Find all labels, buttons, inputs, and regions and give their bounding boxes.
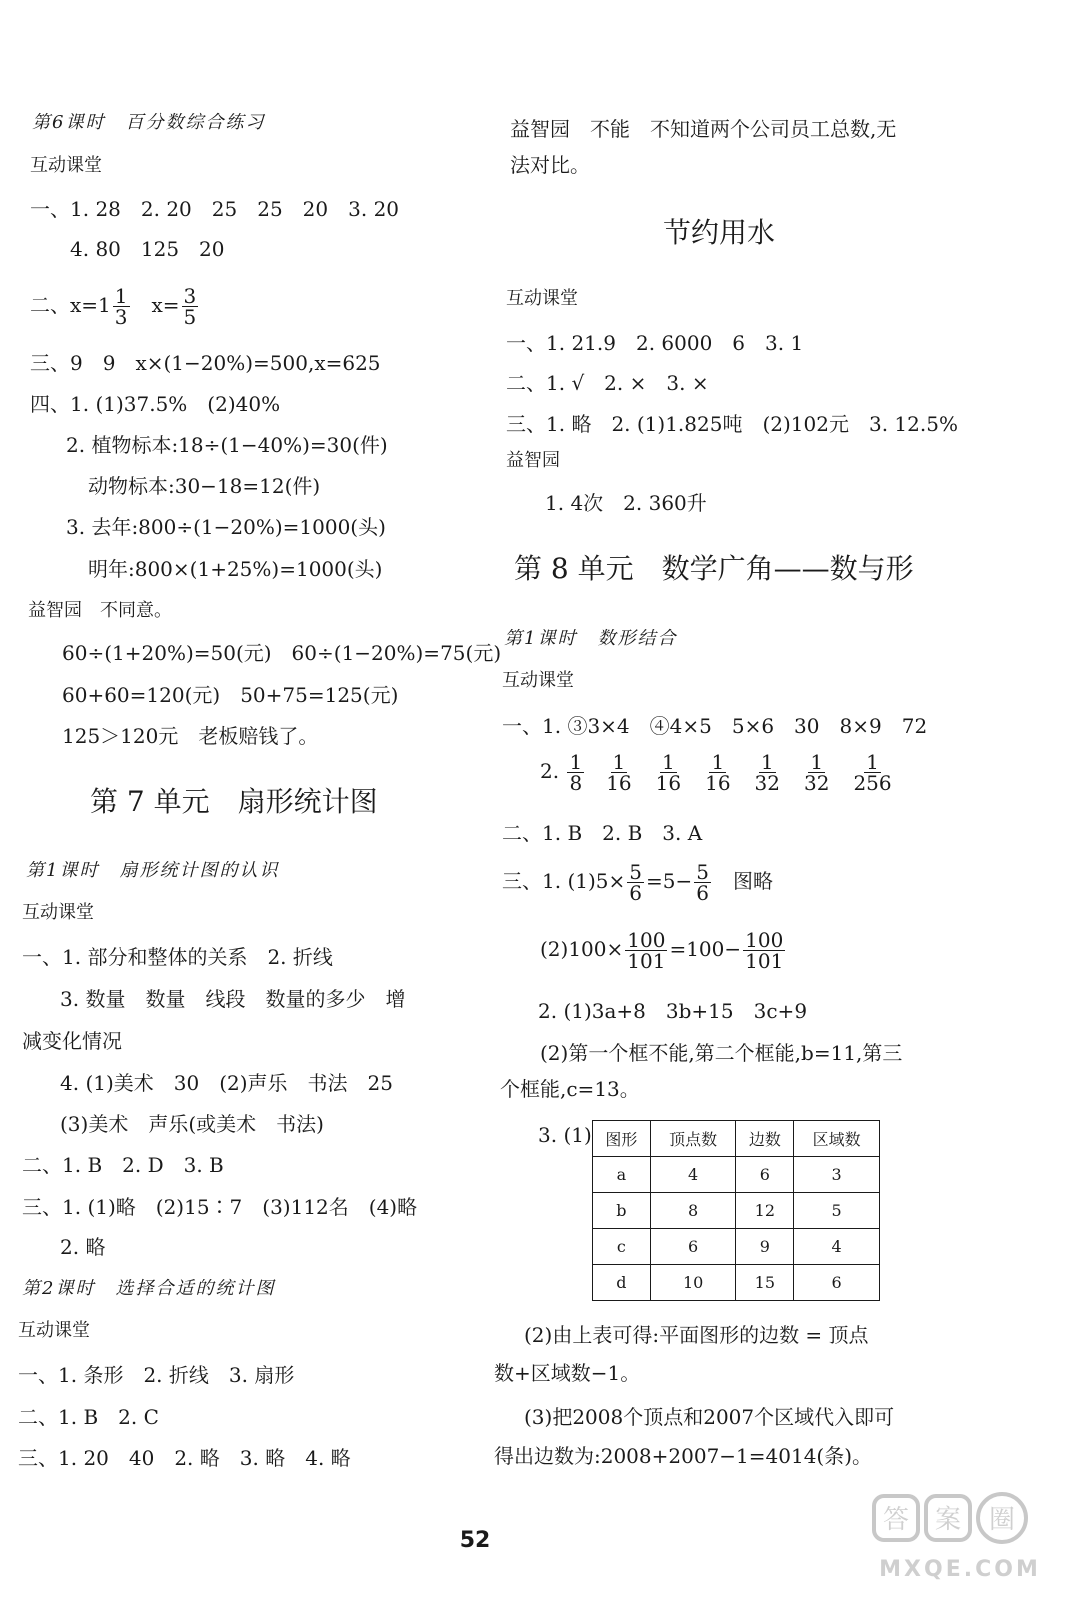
fraction-row xyxy=(565,750,911,795)
table-cell: 10 xyxy=(650,1265,736,1301)
lesson-title: 第1课时 数形结合 xyxy=(504,628,678,649)
table-cell: 12 xyxy=(736,1193,794,1229)
text: 图略 xyxy=(712,869,773,893)
denominator: 6 xyxy=(696,881,709,905)
watermark-char: 案 xyxy=(934,1505,962,1535)
answer-line-fraction xyxy=(540,930,787,971)
water-title: 节约用水 xyxy=(663,216,776,249)
fraction xyxy=(627,862,644,903)
lesson-title: 第1课时 扇形统计图的认识 xyxy=(26,860,280,881)
denominator: 6 xyxy=(629,881,642,905)
answer-line: (3)把2008个顶点和2007个区域代入即可 xyxy=(524,1405,895,1429)
fraction xyxy=(743,930,785,971)
vertex-edge-region-table xyxy=(592,1120,880,1301)
table-header: 顶点数 xyxy=(650,1121,736,1157)
fraction xyxy=(182,286,199,327)
answer-line: 4. (1)美术 30 (2)声乐 书法 25 xyxy=(60,1071,393,1095)
table-header-row xyxy=(593,1121,880,1157)
watermark-char: 答 xyxy=(882,1505,910,1535)
table-cell: 3 xyxy=(794,1157,880,1193)
answer-line: 125＞120元 老板赔钱了。 xyxy=(62,724,319,748)
text: =5− xyxy=(646,869,693,893)
denominator: 16 xyxy=(606,771,632,795)
fraction xyxy=(802,752,831,793)
answer-line: (3)美术 声乐(或美术 书法) xyxy=(60,1112,324,1136)
denominator: 32 xyxy=(754,771,780,795)
fraction xyxy=(851,752,893,793)
answer-line: 四、1. (1)37.5% (2)40% xyxy=(30,392,281,416)
fraction xyxy=(753,752,782,793)
table-cell: 4 xyxy=(794,1229,880,1265)
table-row xyxy=(593,1193,880,1229)
table-cell: 6 xyxy=(650,1229,736,1265)
table-row xyxy=(593,1229,880,1265)
numerator: 1 xyxy=(866,750,879,774)
table-cell: b xyxy=(593,1193,651,1229)
table-row xyxy=(593,1157,880,1193)
numerator: 1 xyxy=(569,750,583,774)
answer-line: 60+60=120(元) 50+75=125(元) xyxy=(62,683,399,707)
answer-line: 益智园 不能 不知道两个公司员工总数,无 xyxy=(510,117,897,141)
numerator: 1 xyxy=(810,750,824,774)
answer-line: 二、1. √ 2. × 3. × xyxy=(506,371,709,395)
table-cell: 15 xyxy=(736,1265,794,1301)
answer-line: 二、1. B 2. B 3. A xyxy=(502,821,703,845)
answer-line: 一、1. 21.9 2. 6000 6 3. 1 xyxy=(506,331,804,355)
answer-line: 二、1. B 2. D 3. B xyxy=(22,1153,224,1177)
yizhiyuan: 益智园 xyxy=(506,450,560,471)
answer-line: 2. 植物标本:18÷(1−40%)=30(件) xyxy=(66,433,388,457)
denominator: 16 xyxy=(705,771,731,795)
answer-line-fractions xyxy=(540,752,912,793)
text: 二、x=1 xyxy=(30,293,111,317)
answer-line: 3. (1) xyxy=(538,1123,592,1147)
answer-line: 60÷(1+20%)=50(元) 60÷(1−20%)=75(元) xyxy=(62,641,502,665)
answer-line: 1. 4次 2. 360升 xyxy=(545,491,707,515)
text: 2. xyxy=(540,759,560,783)
answer-line: 得出边数为:2008+2007−1=4014(条)。 xyxy=(494,1444,873,1468)
answer-line: 三、1. 略 2. (1)1.825吨 (2)102元 3. 12.5% xyxy=(506,412,958,436)
fraction xyxy=(625,930,667,971)
answer-line: 一、1. 28 2. 20 25 25 20 3. 20 xyxy=(30,197,400,221)
answer-line: 二、1. B 2. C xyxy=(18,1405,159,1429)
answer-line: 2. (1)3a+8 3b+15 3c+9 xyxy=(538,999,808,1023)
answer-line: 数+区域数−1。 xyxy=(494,1361,641,1385)
numerator: 100 xyxy=(745,928,784,952)
watermark-url: MXQE.COM xyxy=(879,1557,1041,1582)
answer-line: 个框能,c=13。 xyxy=(500,1077,640,1101)
section-heading: 互动课堂 xyxy=(506,288,578,309)
table-row xyxy=(593,1265,880,1301)
fraction xyxy=(113,286,130,327)
section-heading: 互动课堂 xyxy=(18,1320,90,1341)
answer-line: 一、1. 条形 2. 折线 3. 扇形 xyxy=(18,1363,295,1387)
section-heading: 互动课堂 xyxy=(30,155,102,176)
numerator: 1 xyxy=(612,750,626,774)
answer-line-fraction xyxy=(502,862,773,903)
fraction xyxy=(654,752,683,793)
answer-line: 三、9 9 x×(1−20%)=500,x=625 xyxy=(30,351,381,375)
yizhiyuan: 益智园 不同意。 xyxy=(28,600,172,621)
unit7-title: 第 7 单元 扇形统计图 xyxy=(90,785,378,818)
lesson-title: 第2课时 选择合适的统计图 xyxy=(22,1278,276,1299)
watermark-char: 圈 xyxy=(988,1505,1016,1535)
numerator: 5 xyxy=(696,860,709,884)
table-cell: 9 xyxy=(736,1229,794,1265)
table-header: 区域数 xyxy=(794,1121,880,1157)
table-cell: 5 xyxy=(794,1193,880,1229)
answer-line: 一、1. ③3×4 ④4×5 5×6 30 8×9 72 xyxy=(502,714,928,738)
numerator: 1 xyxy=(114,284,128,308)
watermark-logo xyxy=(870,1488,1050,1588)
denominator: 101 xyxy=(627,949,666,973)
table-cell: d xyxy=(593,1265,651,1301)
section-heading: 互动课堂 xyxy=(22,902,94,923)
answer-line: 一、1. 部分和整体的关系 2. 折线 xyxy=(22,945,333,969)
denominator: 16 xyxy=(655,771,682,795)
table-header: 边数 xyxy=(736,1121,794,1157)
denominator: 3 xyxy=(114,305,128,329)
denominator: 32 xyxy=(804,771,830,795)
answer-line: 三、1. 20 40 2. 略 3. 略 4. 略 xyxy=(18,1446,351,1470)
fraction xyxy=(567,752,584,793)
text: =100− xyxy=(669,937,742,961)
numerator: 1 xyxy=(760,750,774,774)
denominator: 256 xyxy=(853,771,892,795)
text: (2)100× xyxy=(540,937,624,961)
answer-line: (2)第一个框不能,第二个框能,b=11,第三 xyxy=(540,1041,903,1065)
table-cell: c xyxy=(593,1229,651,1265)
table-header: 图形 xyxy=(593,1121,651,1157)
table-cell: a xyxy=(593,1157,651,1193)
denominator: 5 xyxy=(183,305,197,329)
answer-line-fraction xyxy=(30,286,200,327)
text: 三、1. (1)5× xyxy=(502,869,626,893)
answer-line: 减变化情况 xyxy=(22,1029,122,1053)
table-cell: 4 xyxy=(650,1157,736,1193)
answer-line: 2. 略 xyxy=(60,1235,106,1259)
denominator: 8 xyxy=(569,771,583,795)
numerator: 1 xyxy=(662,750,675,774)
numerator: 100 xyxy=(627,928,666,952)
table-cell: 8 xyxy=(650,1193,736,1229)
denominator: 101 xyxy=(745,949,784,973)
answer-line: 法对比。 xyxy=(510,153,590,177)
page-number: 52 xyxy=(459,1528,491,1553)
section-heading: 互动课堂 xyxy=(502,670,574,691)
answer-line: 3. 数量 数量 线段 数量的多少 增 xyxy=(60,987,406,1011)
answer-line: 3. 去年:800÷(1−20%)=1000(头) xyxy=(66,515,386,539)
fraction xyxy=(703,752,732,793)
numerator: 5 xyxy=(629,860,642,884)
answer-line: 动物标本:30−18=12(件) xyxy=(88,474,321,498)
answer-line: 4. 80 125 20 xyxy=(70,237,225,261)
numerator: 3 xyxy=(183,284,197,308)
fraction xyxy=(694,862,711,903)
fraction xyxy=(604,752,633,793)
lesson6-title: 第6课时 百分数综合练习 xyxy=(32,112,266,133)
numerator: 1 xyxy=(711,750,725,774)
answer-line: 明年:800×(1+25%)=1000(头) xyxy=(88,557,383,581)
text: x= xyxy=(131,293,180,317)
unit8-title: 第 8 单元 数学广角——数与形 xyxy=(514,552,914,585)
table-cell: 6 xyxy=(736,1157,794,1193)
answer-line: (2)由上表可得:平面图形的边数 = 顶点 xyxy=(524,1323,869,1347)
table-cell: 6 xyxy=(794,1265,880,1301)
answer-line: 三、1. (1)略 (2)15∶7 (3)112名 (4)略 xyxy=(22,1195,418,1219)
